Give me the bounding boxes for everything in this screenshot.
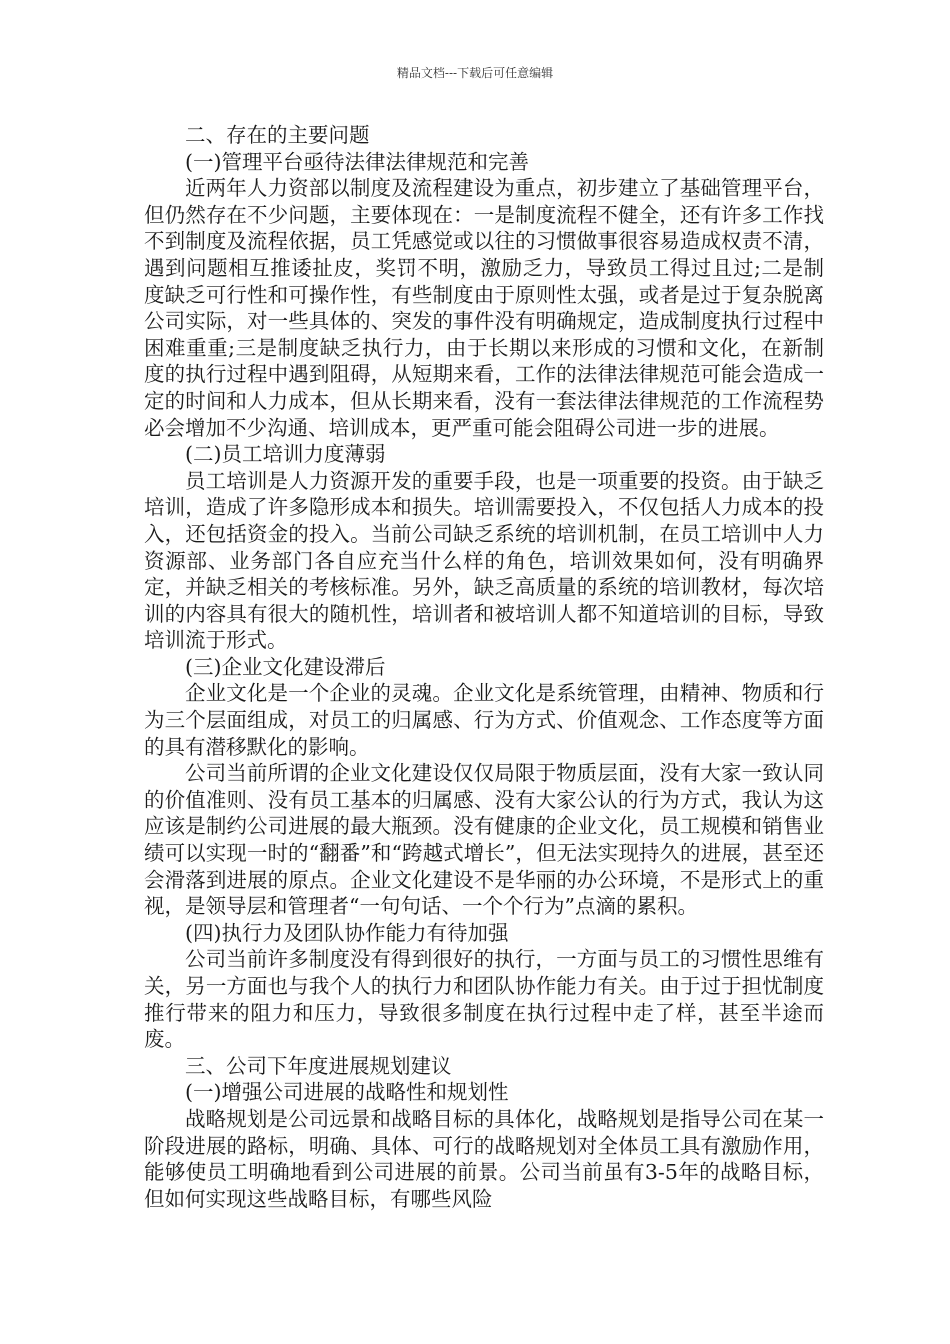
body-paragraph: 战略规划是公司远景和战略目标的具体化，战略规划是指导公司在某一阶段进展的路标，明确、具体、可行的战略规划对全体员工具有激励作用，能够使员工明确地看到公司进展的前景。公司当前虽有3-5年的战略目标，但如何实现这些战略目标，有哪些风险 [144, 1106, 824, 1211]
section-heading: 二、存在的主要问题 [185, 123, 370, 147]
subsection-heading: (四)执行力及团队协作能力有待加强 [185, 920, 509, 945]
body-paragraph: 员工培训是人力资源开发的重要手段，也是一项重要的投资。由于缺乏培训，造成了许多隐形成本和损失。培训需要投入，不仅包括人力成本的投入，还包括资金的投入。当前公司缺乏系统的培训机制，在员工培训中人力资源部、业务部门各自应充当什么样的角色，培训效果如何，没有明确界定，并缺乏相关的考核标准。另外，缺乏高质量的系统的培训教材，每次培训的内容具有很大的随机性，培训者和被培训人都不知道培训的目标，导致培训流于形式。 [144, 468, 824, 653]
body-paragraph: 近两年人力资部以制度及流程建设为重点，初步建立了基础管理平台，但仍然存在不少问题，主要体现在：一是制度流程不健全，还有许多工作找不到制度及流程依据，员工凭感觉或以往的习惯做事很容易造成权责不清，遇到问题相互推诿扯皮，奖罚不明，激励乏力，导致员工得过且过;二是制度缺乏可行性和可操作性，有些制度由于原则性太强，或者是过于复杂脱离公司实际，对一些具体的、突发的事件没有明确规定，造成制度执行过程中困难重重;三是制度缺乏执行力，由于长期以来形成的习惯和文化，在新制度的执行过程中遇到阻碍，从短期来看，工作的法律法律规范可能会造成一定的时间和人力成本，但从长期来看，没有一套法律法律规范的工作流程势必会增加不少沟通、培训成本，更严重可能会阻碍公司进一步的进展。 [144, 176, 824, 440]
subsection-heading: (二)员工培训力度薄弱 [185, 442, 386, 467]
document-body [144, 122, 824, 1212]
body-paragraph: 公司当前所谓的企业文化建设仅仅局限于物质层面，没有大家一致认同的价值准则、没有员工基本的归属感、没有大家公认的行为方式，我认为这应该是制约公司进展的最大瓶颈。没有健康的企业文化，员工规模和销售业绩可以实现一时的“翻番”和“跨越式增长”，但无法实现持久的进展，甚至还会滑落到进展的原点。企业文化建设不是华丽的办公环境，不是形式上的重视，是领导层和管理者“一句句话、一个个行为”点滴的累积。 [144, 761, 824, 919]
subsection-heading: (三)企业文化建设滞后 [185, 654, 386, 679]
subsection-heading: (一)管理平台亟待法律法律规范和完善 [185, 149, 529, 174]
page-header: 精品文档---下载后可任意编辑 [396, 66, 554, 80]
subsection-heading: (一)增强公司进展的战略性和规划性 [185, 1080, 509, 1105]
body-paragraph: 企业文化是一个企业的灵魂。企业文化是系统管理，由精神、物质和行为三个层面组成，对员工的归属感、行为方式、价值观念、工作态度等方面的具有潜移默化的影响。 [144, 681, 824, 759]
section-heading: 三、公司下年度进展规划建议 [185, 1053, 452, 1078]
body-paragraph: 公司当前许多制度没有得到很好的执行，一方面与员工的习惯性思维有关，另一方面也与我个人的执行力和团队协作能力有关。由于过于担忧制度推行带来的阻力和压力，导致很多制度在执行过程中走了样，甚至半途而废。 [144, 947, 824, 1052]
